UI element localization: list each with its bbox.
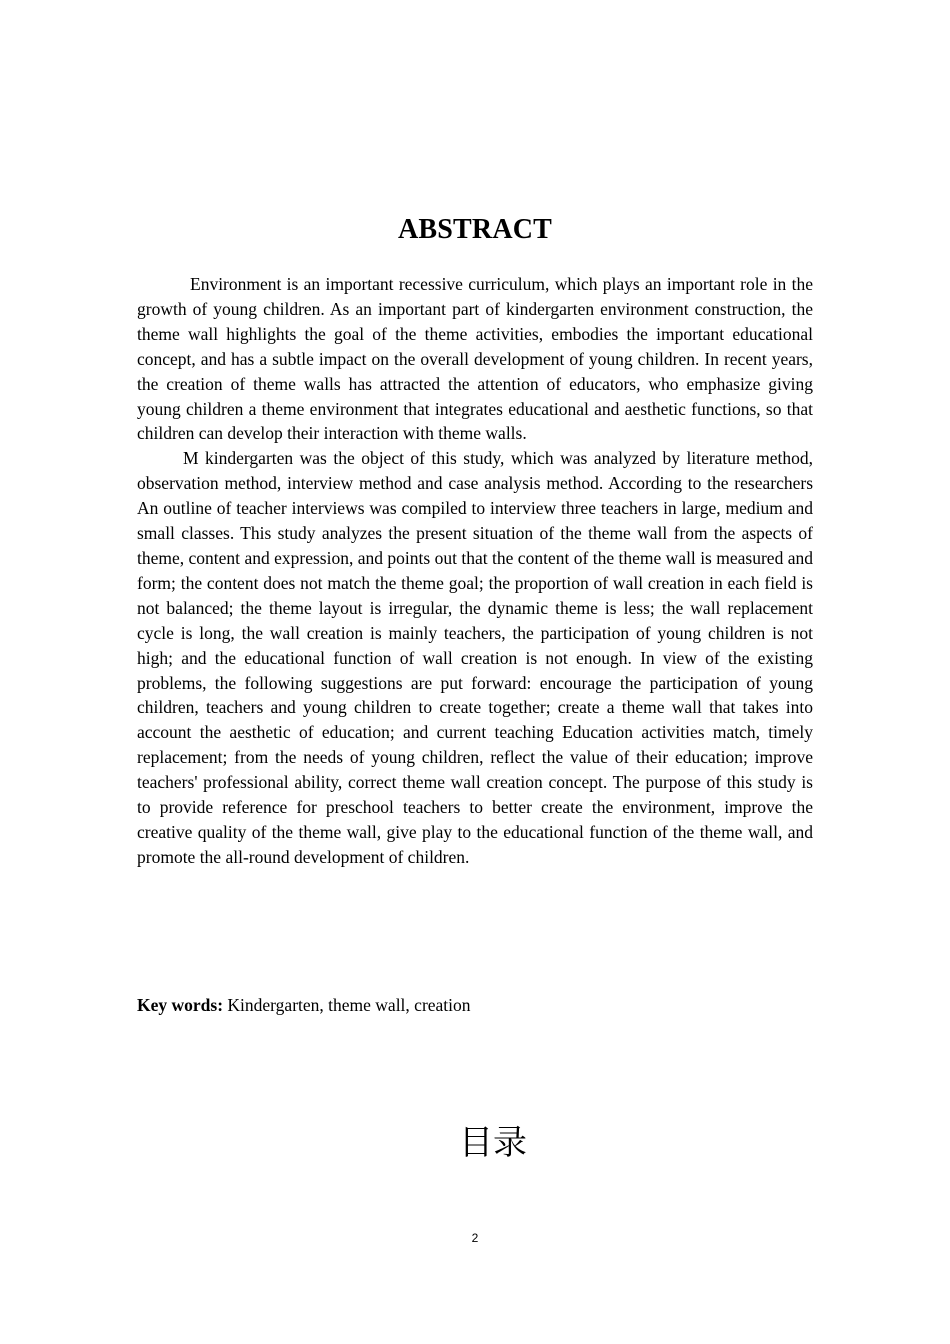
page-number: 2 (471, 1231, 479, 1245)
keywords-line (137, 993, 813, 1018)
abstract-title: ABSTRACT (397, 214, 553, 245)
keywords-label: Key words: (137, 995, 224, 1015)
abstract-paragraph-1: Environment is an important recessive curriculum, which plays an important role in the growth of young children. As an important part of kindergarten environment construction, the theme wall highlights the goal of the theme activities, embodies the important educational concept, and has a subtle impact on the overall development of young children. In recent years, the creation of theme walls has attracted the attention of educators, who emphasize giving young children a theme environment that integrates educational and aesthetic functions, so that children can develop their interaction with theme walls. (137, 274, 813, 444)
keywords-value: Kindergarten, theme wall, creation (223, 995, 471, 1015)
abstract-paragraph-2: M kindergarten was the object of this study, which was analyzed by literature method, observation method, interview method and case analysis method. According to the researchers An outline of teacher interviews was compiled to interview three teachers in large, medium and small classes. This study analyzes the present situation of the theme wall from the aspects of theme, content and expression, and points out that the content of the theme wall is measured and form; the content does not match the theme goal; the proportion of wall creation in each field is not balanced; the theme layout is irregular, the dynamic theme is less; the wall replacement cycle is long, the wall creation is mainly teachers, the participation of young children is not high; and the educational function of wall creation is not enough. In view of the existing problems, the following suggestions are put forward: encourage the participation of young children, teachers and young children to create together; create a theme wall that takes into account the aesthetic of education; and current teaching Education activities match, timely replacement; from the needs of young children, reflect the value of their education; improve teachers' professional ability, correct theme wall creation concept. The purpose of this study is to provide reference for preschool teachers to better create the environment, improve the creative quality of the theme wall, give play to the educational function of the theme wall, and promote the all-round development of children. (137, 448, 813, 867)
table-of-contents-title: 目录 (459, 1123, 527, 1163)
abstract-body (137, 272, 813, 870)
